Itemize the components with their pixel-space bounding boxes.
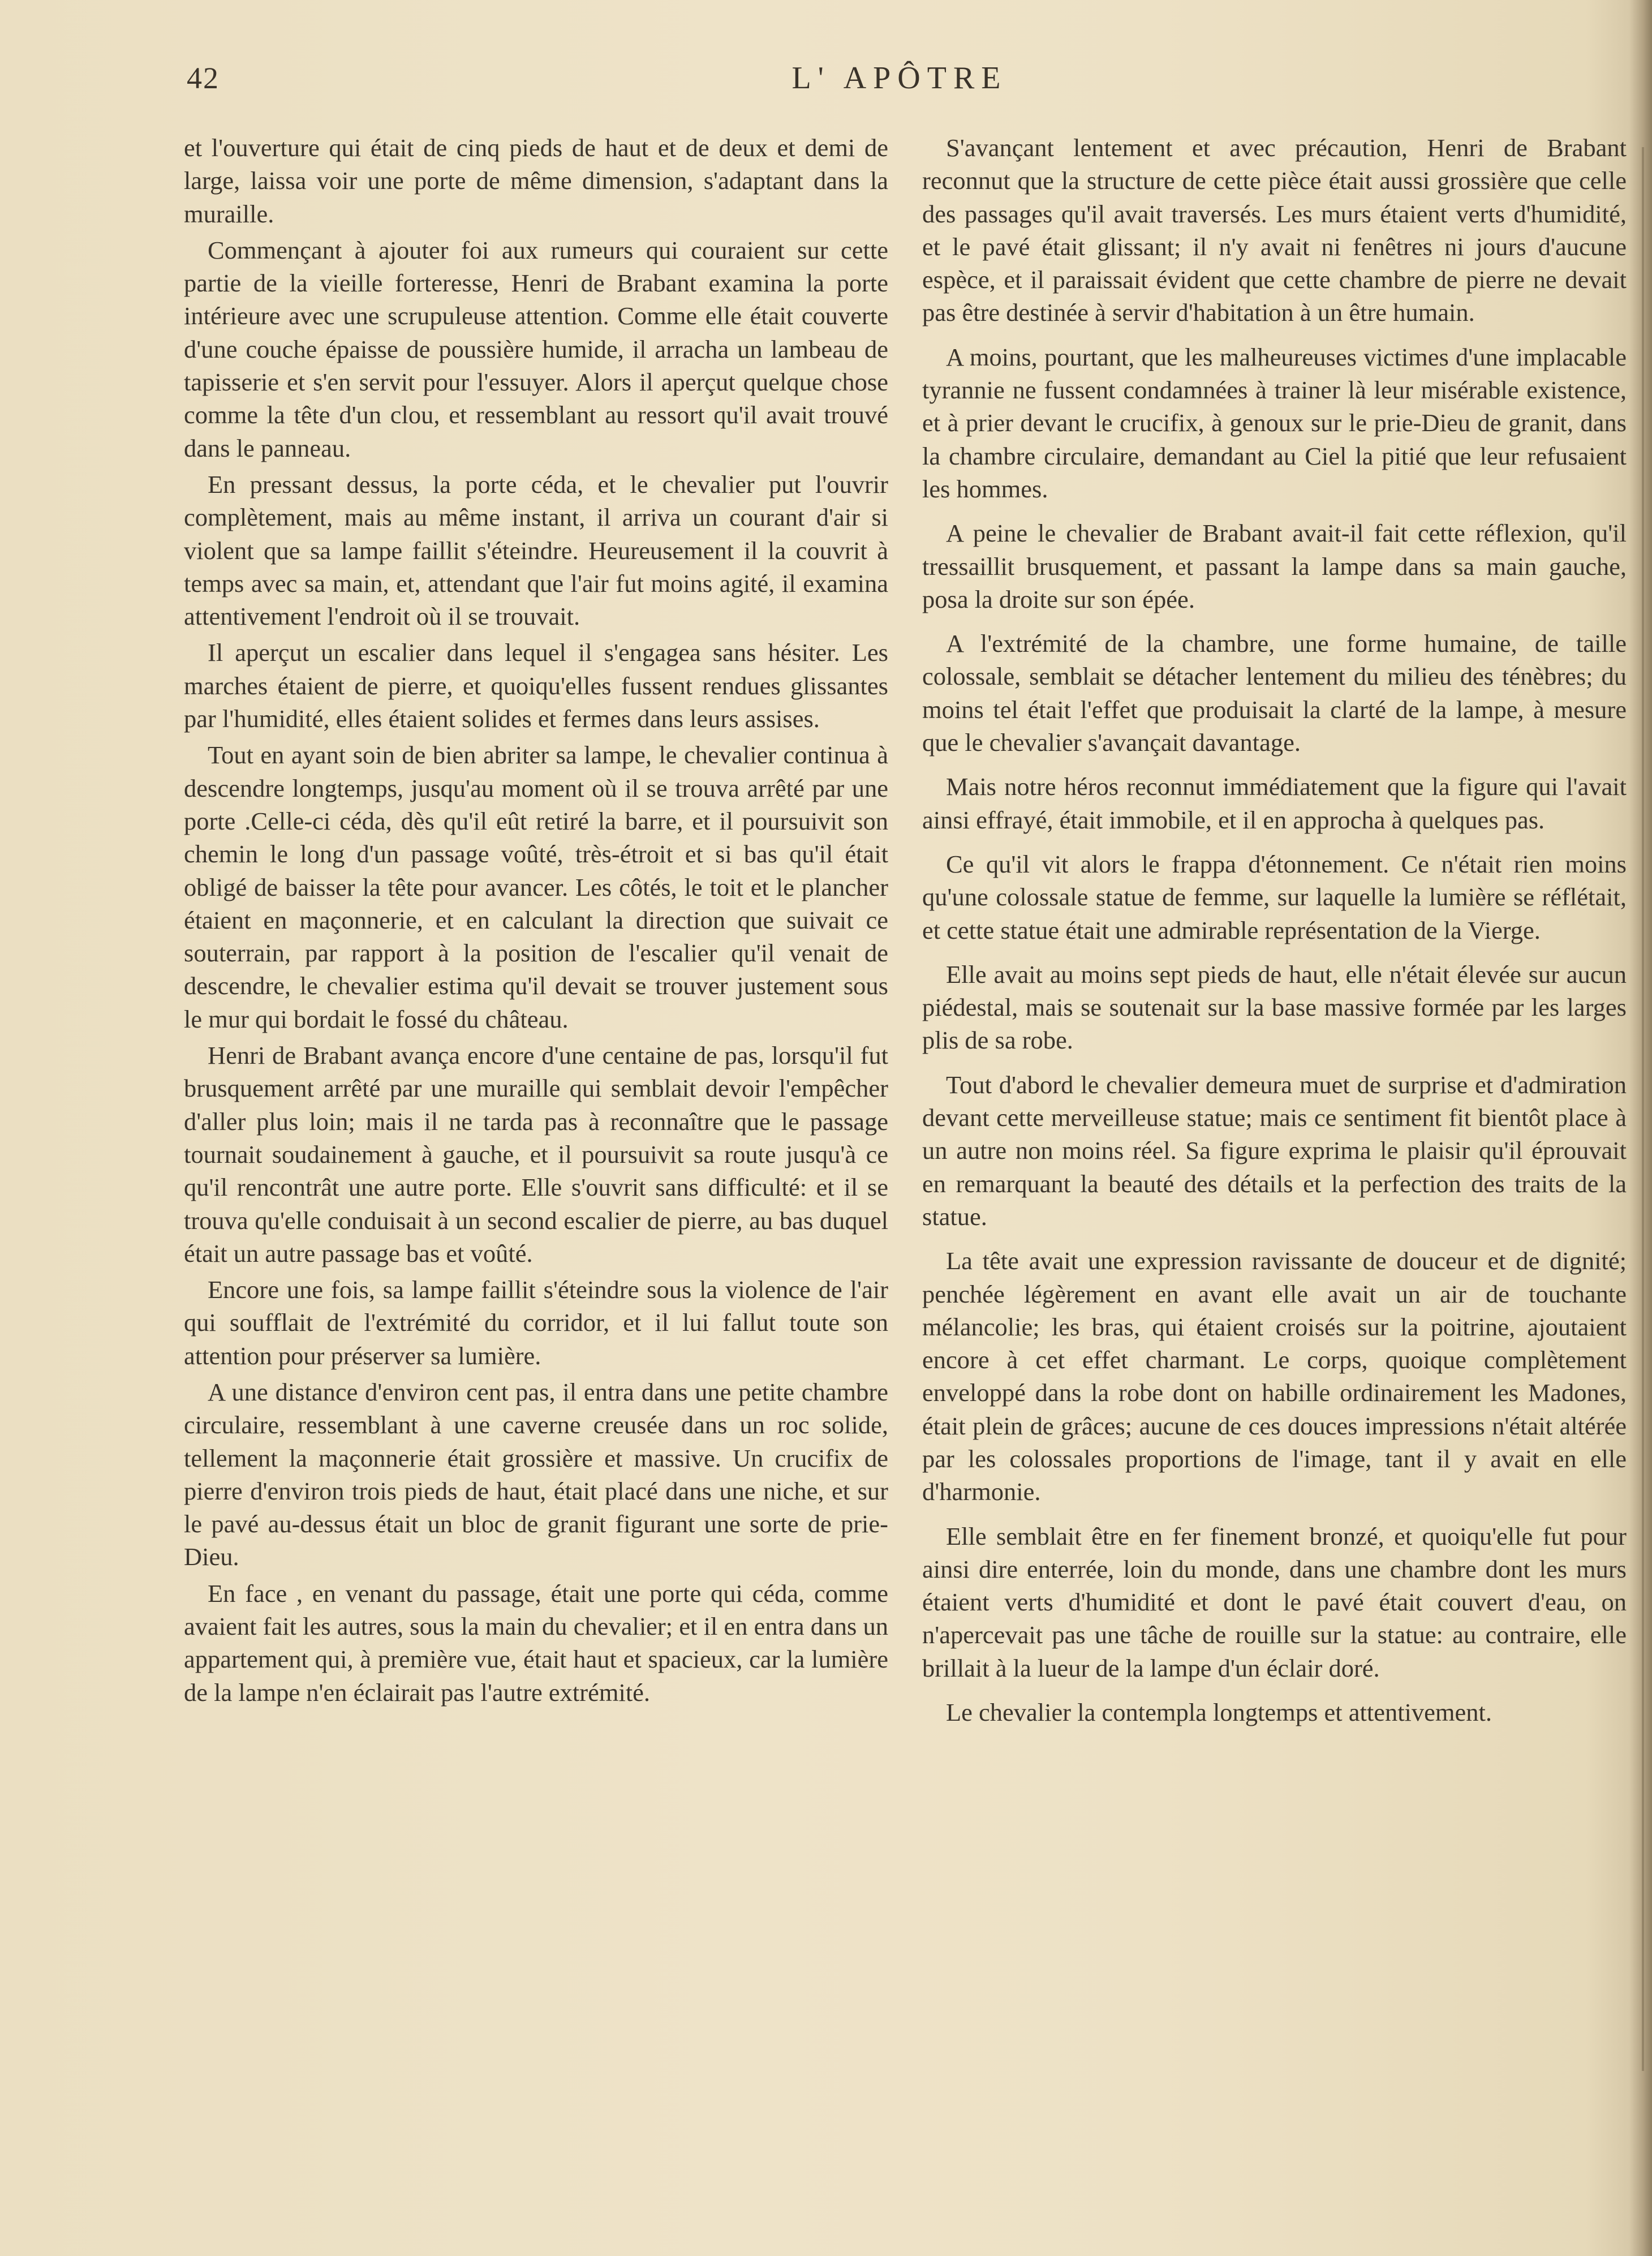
- right-column: [922, 131, 1627, 1740]
- paragraph: En face , en venant du passage, était une porte qui céda, comme avaient fait les autres, sous la main du chevalier; et il en entra dans un appartement qui, à première vue, était haut et spacieux, car la lumière de la lampe n'en éclairait pas l'autre extrémité.: [184, 1579, 888, 1707]
- page-edge-line: [1642, 147, 1644, 2071]
- paragraph: S'avançant lentement et avec précaution, Henri de Brabant reconnut que la structure de cette pièce était aussi grossière que celle des passages qu'il avait traversés. Les murs étaient verts d'humidité, et le pavé était glissant; il n'y avait ni fenêtres ni jours d'aucune espèce, et il paraissait évident que cette chambre de pierre ne devait pas être destinée à servir d'habitation à un être humain.: [922, 134, 1627, 327]
- running-title: L' APÔTRE: [791, 61, 1008, 96]
- paragraph: En pressant dessus, la porte céda, et le chevalier put l'ouvrir complètement, mais au même instant, il arriva un courant d'air si violent que sa lampe faillit s'éteindre. Heureusement il la couvrit à temps avec sa main, et, attendant que l'air fut moins agité, il examina attentivement l'endroit où il se trouvait.: [184, 470, 888, 631]
- paragraph: Ce qu'il vit alors le frappa d'étonnement. Ce n'était rien moins qu'une colossale statue de femme, sur laquelle la lumière se réflétait, et cette statue était une admirable représentation de la Vierge.: [922, 849, 1627, 944]
- paragraph: Commençant à ajouter foi aux rumeurs qui couraient sur cette partie de la vieille forteresse, Henri de Brabant examina la porte intérieure avec une scrupuleuse attention. Comme elle était couverte d'une couche épaisse de poussière humide, il arracha un lambeau de tapisserie et s'en servit pour l'essuyer. Alors il aperçut quelque chose comme la tête d'un clou, et ressemblant au ressort qu'il avait trouvé dans le panneau.: [184, 235, 888, 462]
- paragraph: A peine le chevalier de Brabant avait-il fait cette réflexion, qu'il tressaillit brusquement, et passant la lampe dans sa main gauche, posa la droite sur son épée.: [922, 519, 1627, 613]
- page-number: 42: [187, 61, 220, 95]
- paragraph: Tout en ayant soin de bien abriter sa lampe, le chevalier continua à descendre longtemps, jusqu'au moment où il se trouva arrêté par une porte .Celle-ci céda, dès qu'il eût retiré la barre, et il poursuivit son chemin le long d'un passage voûté, très-étroit et si bas qu'il était obligé de baisser la tête pour avancer. Les côtés, le toit et le plancher étaient en maçonnerie, et en calculant la direction que suivait ce souterrain, par rapport à la position de l'escalier qu'il venait de descendre, le chevalier estima qu'il devait se trouver justement sous le mur qui bordait le fossé du château.: [184, 741, 888, 1033]
- paragraph: La tête avait une expression ravissante de douceur et de dignité; penchée légèrement en avant elle avait un air de touchante mélancolie; les bras, qui étaient croisés sur la poitrine, ajoutaient encore à cet effet charmant. Le corps, quoique complètement enveloppé dans la robe dont on habille ordinairement les Madones, était plein de grâces; aucune de ces douces impressions n'était altérée par les colossales proportions de l'image, tant il y avait en elle d'harmonie.: [922, 1247, 1627, 1506]
- paragraph: Mais notre héros reconnut immédiatement que la figure qui l'avait ainsi effrayé, était immobile, et il en approcha à quelques pas.: [922, 772, 1627, 834]
- page-edge-shadow: [1629, 0, 1652, 2256]
- paragraph: et l'ouverture qui était de cinq pieds de haut et de deux et demi de large, laissa voir une porte de même dimension, s'adaptant dans la muraille.: [184, 134, 888, 228]
- paragraph: A moins, pourtant, que les malheureuses victimes d'une implacable tyrannie ne fussent condamnées à trainer là leur misérable existence, et à prier devant le crucifix, à genoux sur le prie-Dieu de granit, dans la chambre circulaire, demandant au Ciel la pitié que leur refusaient les hommes.: [922, 342, 1627, 503]
- paragraph: Il aperçut un escalier dans lequel il s'engagea sans hésiter. Les marches étaient de pierre, et quoiqu'elles fussent rendues glissantes par l'humidité, elles étaient solides et fermes dans leurs assises.: [184, 638, 888, 733]
- paragraph: Elle semblait être en fer finement bronzé, et quoiqu'elle fut pour ainsi dire enterrée, loin du monde, dans une chambre dont les murs étaient verts d'humidité et dont le pavé était couvert d'eau, on n'apercevait pas une tâche de rouille sur la statue: au contraire, elle brillait à la lueur de la lampe d'un éclair doré.: [922, 1522, 1627, 1682]
- paragraph: A une distance d'environ cent pas, il entra dans une petite chambre circulaire, ressemblant à une caverne creusée dans un roc solide, tellement la maçonnerie était grossière et massive. Un crucifix de pierre d'environ trois pieds de haut, était placé dans une niche, et sur le pavé au-dessus était un bloc de granit figurant une sorte de prie-Dieu.: [184, 1377, 888, 1571]
- paragraph: Tout d'abord le chevalier demeura muet de surprise et d'admiration devant cette merveilleuse statue; mais ce sentiment fit bientôt place à un autre non moins réel. Sa figure exprima le plaisir qu'il éprouvait en remarquant la beauté des détails et la perfection des traits de la statue.: [922, 1070, 1627, 1231]
- paragraph: Encore une fois, sa lampe faillit s'éteindre sous la violence de l'air qui soufflait de l'extrémité du corridor, et il lui fallut toute son attention pour préserver sa lumière.: [184, 1275, 888, 1370]
- paragraph: A l'extrémité de la chambre, une forme humaine, de taille colossale, semblait se détacher lentement du milieu des ténèbres; du moins tel était l'effet que produisait la clarté de la lampe, à mesure que le chevalier s'avançait davantage.: [922, 629, 1627, 757]
- left-column: [184, 131, 888, 1712]
- paragraph: Elle avait au moins sept pieds de haut, elle n'était élevée sur aucun piédestal, mais se soutenait sur la base massive formée par les larges plis de sa robe.: [922, 960, 1627, 1055]
- page-header: [187, 55, 1612, 101]
- paragraph: Henri de Brabant avança encore d'une centaine de pas, lorsqu'il fut brusquement arrêté par une muraille qui semblait devoir l'empêcher d'aller plus loin; mais il ne tarda pas à reconnaître que le passage tournait soudainement à gauche, et il poursuivit sa route jusqu'à ce qu'il rencontrât une autre porte. Elle s'ouvrit sans difficulté: et il se trouva qu'elle conduisait à un second escalier de pierre, au bas duquel était un autre passage bas et voûté.: [184, 1041, 888, 1267]
- paragraph: Le chevalier la contempla longtemps et attentivement.: [946, 1698, 1492, 1727]
